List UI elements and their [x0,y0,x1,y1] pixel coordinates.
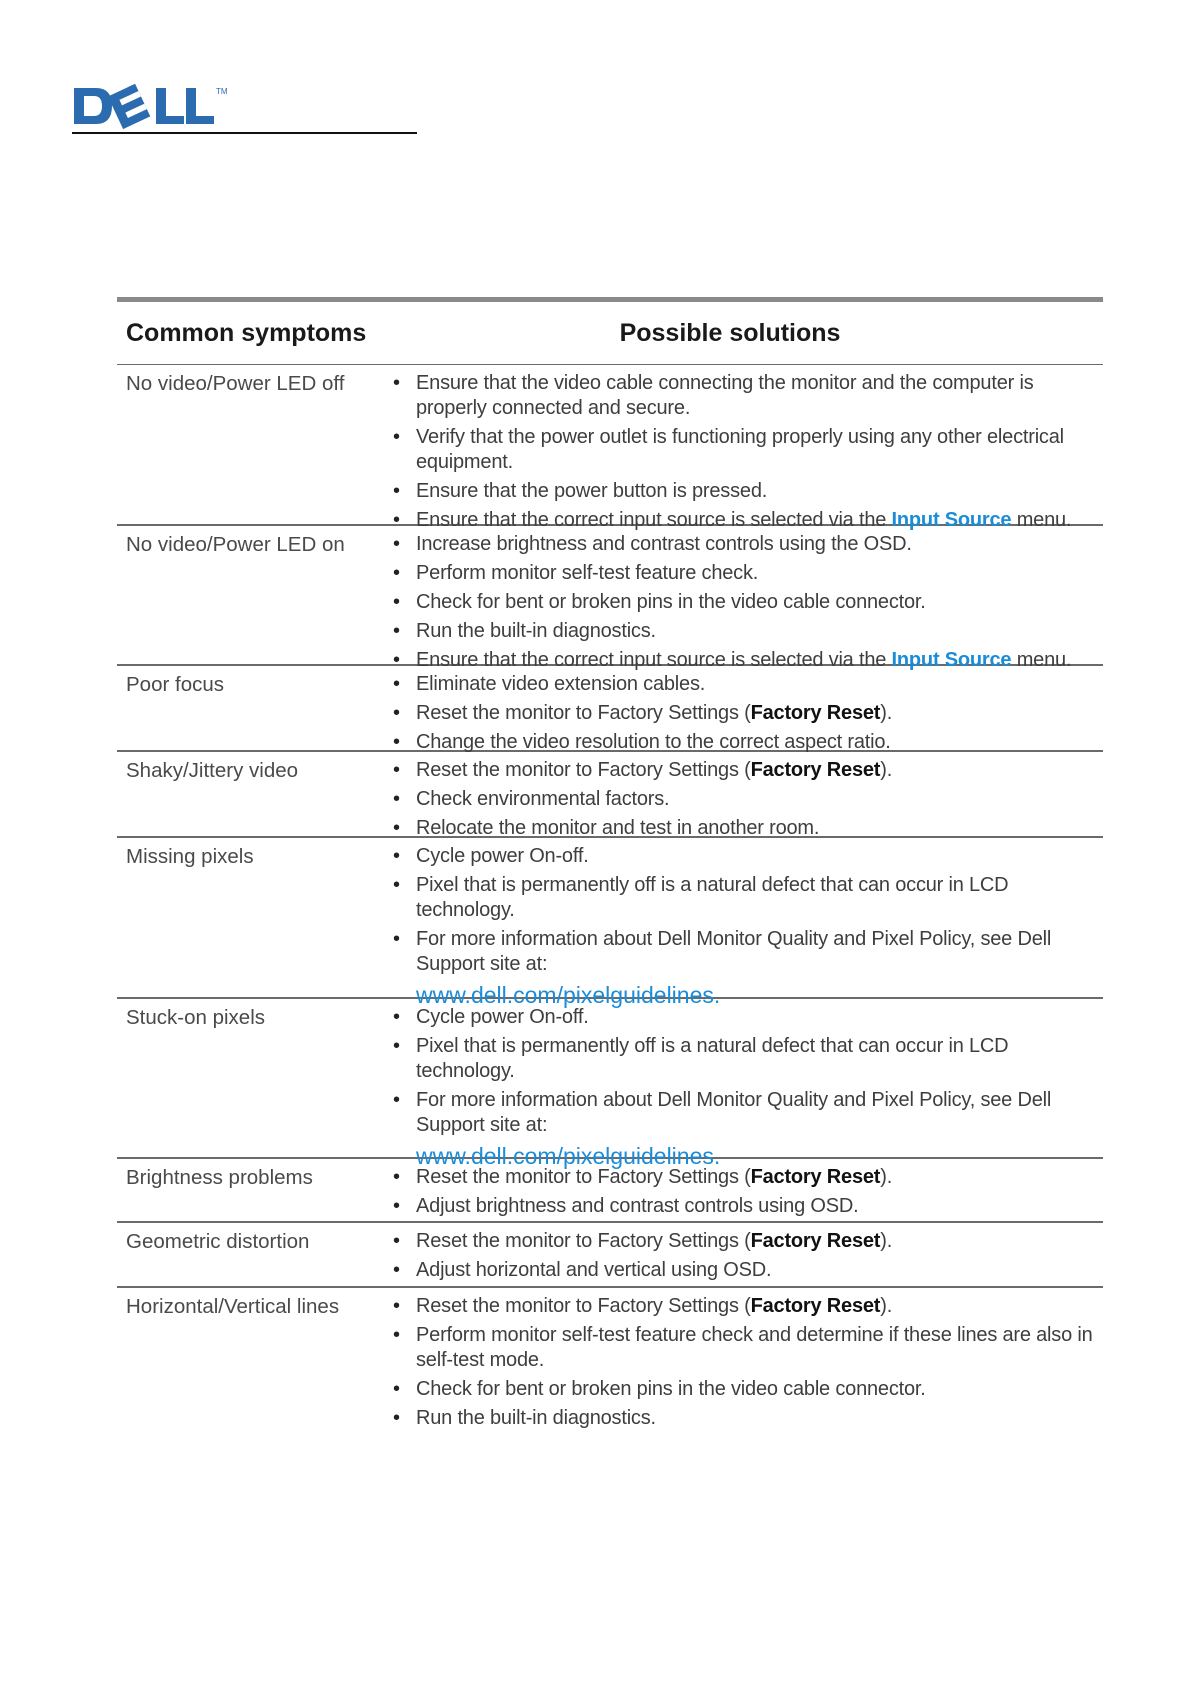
solutions-cell [393,1159,1103,1221]
table-row [117,1159,1103,1223]
factory-reset-ref: Factory Reset [750,1295,881,1317]
bullet-icon: • [393,1378,400,1400]
input-source-menu-ref: Input Source [891,649,1012,671]
symptom-cell: Shaky/Jittery video [126,759,299,782]
solution-text: Reset the monitor to Factory Settings ( [416,1230,751,1252]
bullet-icon: • [393,426,400,448]
solution-text: Eliminate video extension cables. [416,673,706,695]
bullet-icon: • [393,1006,400,1028]
solution-item [117,561,1103,586]
solution-text: Run the built-in diagnostics. [416,620,656,642]
solution-item [117,1294,1103,1319]
symptom-cell: No video/Power LED off [126,372,345,395]
solution-item [117,701,1103,726]
solution-text: Cycle power On-off. [416,1006,589,1028]
solution-text: Cycle power On-off. [416,845,589,867]
bullet-icon: • [393,874,400,896]
solutions-cell [393,666,1103,753]
solution-text: For more information about Dell Monitor Quality and Pixel Policy, see Dell Support site at: [416,928,1052,975]
solution-item [117,1229,1103,1254]
bullet-icon: • [393,649,400,671]
solution-item [117,1377,1103,1402]
solution-item [117,1258,1103,1283]
solution-item [117,787,1103,812]
solution-text: menu. [1011,649,1072,671]
solutions-cell [393,526,1103,671]
solution-item [117,1034,1103,1084]
symptom-cell: Brightness problems [126,1166,313,1189]
solution-item [117,619,1103,644]
solution-item [117,844,1103,869]
solution-text: Perform monitor self-test feature check and determine if these lines are also in self-test mode. [416,1324,1093,1371]
dell-logo-mark [72,84,232,130]
solutions-cell [393,365,1103,531]
solution-item [117,672,1103,697]
solution-text: Ensure that the correct input source is selected via the [416,649,892,671]
bullet-icon: • [393,702,400,724]
table-row [117,1288,1103,1448]
symptom-cell: Geometric distortion [126,1230,310,1253]
table-row [117,1223,1103,1288]
solution-text: Check for bent or broken pins in the video cable connector. [416,1378,926,1400]
header-possible-solutions: Possible solutions [619,318,841,347]
bullet-icon: • [393,1166,400,1188]
bullet-icon: • [393,1407,400,1429]
svg-text:TM: TM [216,87,228,96]
solutions-cell [393,1288,1103,1448]
solutions-cell [393,838,1103,1008]
solution-text: Adjust brightness and contrast controls using OSD. [416,1195,859,1217]
solution-item [117,1194,1103,1219]
bullet-icon: • [393,788,400,810]
bullet-icon: • [393,1259,400,1281]
solution-text: Check for bent or broken pins in the video cable connector. [416,591,926,613]
solution-text: ). [880,1166,893,1188]
bullet-icon: • [393,509,400,531]
troubleshooting-table [117,297,1103,1448]
table-body [117,365,1103,1448]
bullet-icon: • [393,1195,400,1217]
solution-item [117,873,1103,923]
bullet-icon: • [393,591,400,613]
solution-text: Reset the monitor to Factory Settings ( [416,1166,751,1188]
factory-reset-ref: Factory Reset [750,702,881,724]
solutions-cell [393,752,1103,839]
solution-text: Ensure that the power button is pressed. [416,480,768,502]
table-row [117,752,1103,838]
bullet-icon: • [393,533,400,555]
bullet-icon: • [393,673,400,695]
solution-item [117,1406,1103,1431]
header-rule [72,132,417,134]
solution-item [117,425,1103,475]
solution-text: Run the built-in diagnostics. [416,1407,656,1429]
solution-text: Reset the monitor to Factory Settings ( [416,759,751,781]
solution-item [117,1323,1103,1373]
bullet-icon: • [393,1295,400,1317]
table-header [117,302,1103,365]
bullet-icon: • [393,1230,400,1252]
bullet-icon: • [393,928,400,950]
solution-text: Pixel that is permanently off is a natural defect that can occur in LCD technology. [416,1035,1009,1082]
solution-item [117,1165,1103,1190]
solution-text: ). [880,1295,893,1317]
factory-reset-ref: Factory Reset [750,759,881,781]
solution-text: Adjust horizontal and vertical using OSD. [416,1259,772,1281]
bullet-icon: • [393,372,400,394]
solution-text: Reset the monitor to Factory Settings ( [416,1295,751,1317]
bullet-icon: • [393,1035,400,1057]
bullet-icon: • [393,1089,400,1111]
solutions-cell [393,1223,1103,1286]
solution-text: For more information about Dell Monitor Quality and Pixel Policy, see Dell Support site at: [416,1089,1052,1136]
solution-item [117,648,1103,673]
solution-item [117,927,1103,977]
solution-item [117,1088,1103,1138]
bullet-icon: • [393,759,400,781]
solution-text: ). [880,702,893,724]
solution-item [117,532,1103,557]
solution-item [117,1005,1103,1030]
solutions-cell [393,999,1103,1169]
solution-text: Perform monitor self-test feature check. [416,562,759,584]
bullet-icon: • [393,731,400,753]
solution-text: Relocate the monitor and test in another room. [416,817,820,839]
factory-reset-ref: Factory Reset [750,1166,881,1188]
solution-text: Ensure that the video cable connecting the monitor and the computer is properly connected and secure. [416,372,1034,419]
solution-text: Reset the monitor to Factory Settings ( [416,702,751,724]
table-row [117,526,1103,671]
solution-text: Increase brightness and contrast controls using the OSD. [416,533,912,555]
table-row [117,838,1103,1008]
header-common-symptoms: Common symptoms [126,318,367,347]
solution-text: Ensure that the correct input source is selected via the [416,509,892,531]
solution-item [117,730,1103,755]
solution-item [117,590,1103,615]
symptom-cell: Horizontal/Vertical lines [126,1295,340,1318]
bullet-icon: • [393,817,400,839]
table-row [117,999,1103,1169]
symptom-cell: Stuck-on pixels [126,1006,266,1029]
solution-text: menu. [1011,509,1072,531]
table-row [117,666,1103,752]
solution-item [117,758,1103,783]
solution-text: Pixel that is permanently off is a natural defect that can occur in LCD technology. [416,874,1009,921]
solution-item [117,508,1103,533]
bullet-icon: • [393,562,400,584]
solution-item [117,816,1103,841]
bullet-icon: • [393,480,400,502]
solution-text: Change the video resolution to the correct aspect ratio. [416,731,891,753]
table-row [117,365,1103,531]
symptom-cell: No video/Power LED on [126,533,345,556]
pixel-guidelines-link[interactable]: www.dell.com/pixelguidelines. [416,1143,721,1169]
solution-text: Verify that the power outlet is functioning properly using any other electrical equipment. [416,426,1064,473]
factory-reset-ref: Factory Reset [750,1230,881,1252]
bullet-icon: • [393,620,400,642]
input-source-menu-ref: Input Source [891,509,1012,531]
symptom-cell: Missing pixels [126,845,254,868]
bullet-icon: • [393,1324,400,1346]
solution-text: ). [880,1230,893,1252]
solution-item [117,371,1103,421]
symptom-cell: Poor focus [126,673,224,696]
solution-item [117,479,1103,504]
dell-logo [72,84,417,134]
solution-text: Check environmental factors. [416,788,670,810]
bullet-icon: • [393,845,400,867]
solution-text: ). [880,759,893,781]
pixel-guidelines-link[interactable]: www.dell.com/pixelguidelines. [416,982,721,1008]
